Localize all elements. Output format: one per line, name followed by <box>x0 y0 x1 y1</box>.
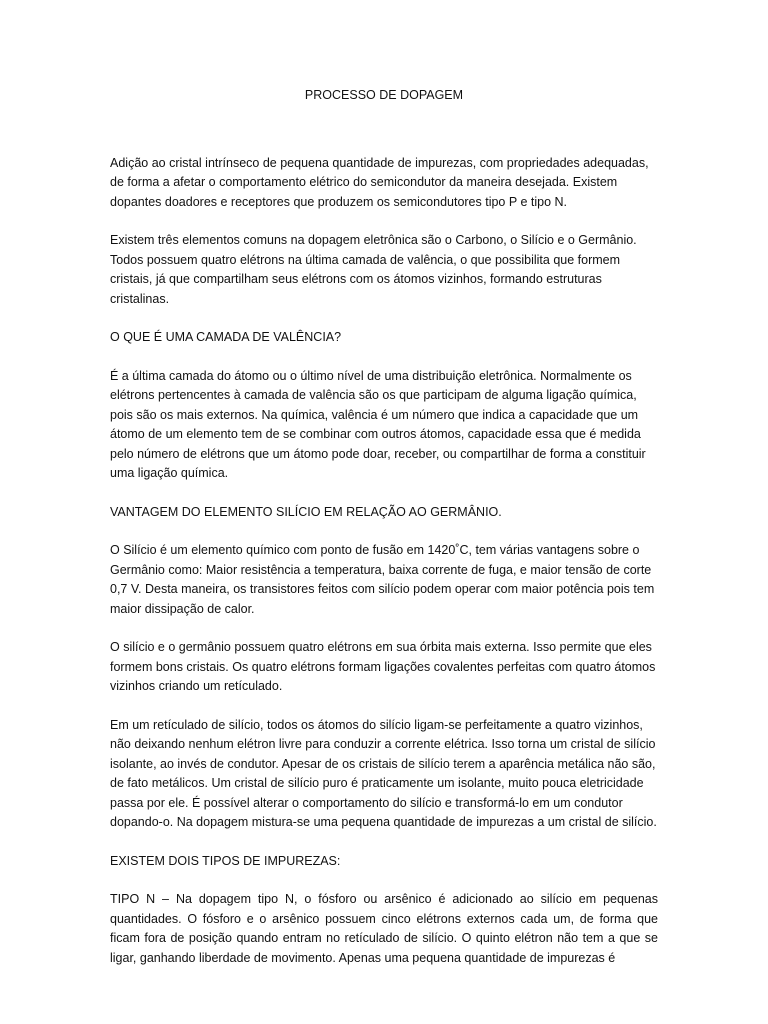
paragraph-silicon-lattice: Em um retículado de silício, todos os átomos do silício ligam-se perfeitamente a quatro vizinhos, não deixando nenhum elétron livre para conduzir a corrente elétrica. Isso torna um cristal de silício isolante, ao invés de condutor. Apesar de os cristais de silício terem a aparência metálica não são, de fato metálicos. Um cristal de silício puro é praticamente um isolante, muito pouca eletricidade passa por ele. É possível alterar o comportamento do silício e transformá-lo em um condutor dopando-o. Na dopagem mistura-se uma pequena quantidade de impurezas a um cristal de silício. <box>110 717 657 829</box>
paragraph-silicon-advantage: O Silício é um elemento químico com ponto de fusão em 1420˚C, tem várias vantagens sobre o Germânio como: Maior resistência a temperatura, baixa corrente de fuga, e maior tensão de corte 0,7 V. Desta maneira, os transistores feitos com silício podem operar com maior potência pois tem maior dissipação de calor. <box>110 543 655 616</box>
paragraph-valence-layer: É a última camada do átomo ou o último nível de uma distribuição eletrônica. Normalmente os elétrons pertencentes à camada de valência são os que participam de alguma ligação química, pois são os mais externos. Na química, valência é um número que indica a capacidade que um átomo de um elemento tem de se combinar com outros átomos, capacidade essa que é medida pelo número de elétrons que um átomo pode doar, receber, ou compartilhar de forma a constituir uma ligação química. <box>110 368 646 480</box>
document-body <box>110 86 658 987</box>
heading-impurity-types: EXISTEM DOIS TIPOS DE IMPUREZAS: <box>110 853 341 868</box>
heading-silicon-advantage: VANTAGEM DO ELEMENTO SILÍCIO EM RELAÇÃO AO GERMÂNIO. <box>110 504 502 519</box>
paragraph-definition: Adição ao cristal intrínseco de pequena quantidade de impurezas, com propriedades adequadas, de forma a afetar o comportamento elétrico do semicondutor da maneira desejada. Existem dopantes doadores e receptores que produzem os semicondutores tipo P e tipo N. <box>110 155 649 209</box>
document-title: PROCESSO DE DOPAGEM <box>304 88 464 102</box>
paragraph-four-electrons: O silício e o germânio possuem quatro elétrons em sua órbita mais externa. Isso permite que eles formem bons cristais. Os quatro elétrons formam ligações covalentes perfeitas com quatro átomos vizinhos criando um retículado. <box>110 640 656 693</box>
paragraph-common-elements: Existem três elementos comuns na dopagem eletrônica são o Carbono, o Silício e o Germânio. Todos possuem quatro elétrons na última camada de valência, o que possibilita que formem cristais, já que compartilham seus elétrons com os átomos vizinhos, formando estruturas cristalinas. <box>110 233 637 306</box>
heading-valence-layer: O QUE É UMA CAMADA DE VALÊNCIA? <box>110 330 342 344</box>
paragraph-type-n: TIPO N – Na dopagem tipo N, o fósforo ou arsênico é adicionado ao silício em pequenas quantidades. O fósforo e o arsênico possuem cinco elétrons externos cada um, de forma que ficam fora de posição quando entram no retículado de silício. O quinto elétron não tem a que se ligar, ganhando liberdade de movimento. Apenas uma pequena quantidade de impurezas é <box>110 892 658 965</box>
